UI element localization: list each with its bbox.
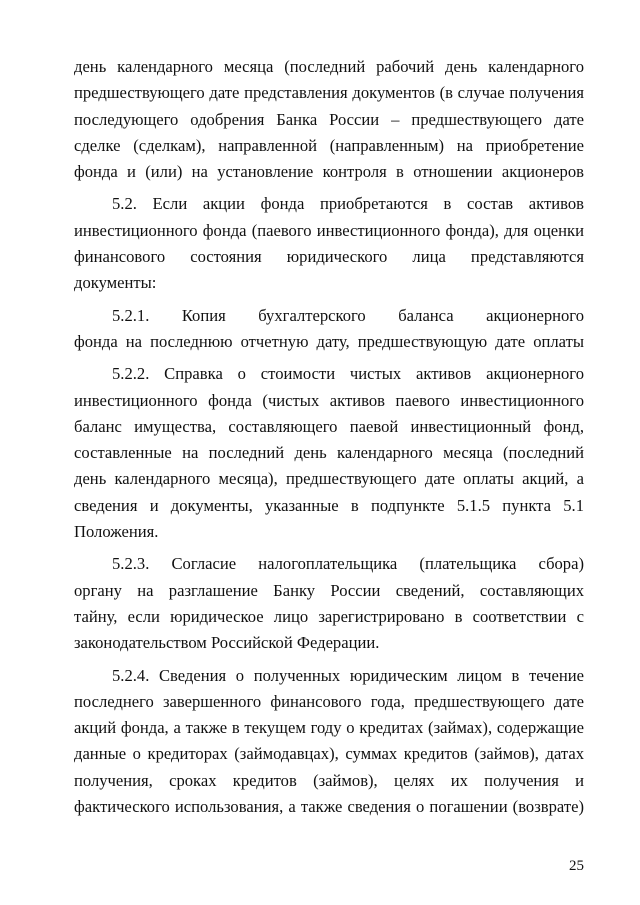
text-line: последующего одобрения Банка России – предшествующего дате — [74, 109, 584, 129]
text-line: последнего завершенного финансового года, предшествующего дате — [74, 691, 584, 711]
text-line: день календарного месяца (последний рабочий день календарного — [74, 57, 584, 76]
text-line: 5.2. Если акции фонда приобретаются в состав активов — [112, 194, 584, 214]
text-line: составленные на последний день календарного месяца (последний — [74, 443, 584, 463]
text-line: Положения. — [74, 522, 159, 542]
text-line: получения, сроках кредитов (займов), целях их получения и — [74, 770, 584, 790]
text-line: инвестиционного фонда (паевого инвестиционного фонда), для оценки — [74, 220, 584, 240]
text-line: 5.2.2. Справка о стоимости чистых активов акционерного — [112, 364, 584, 384]
text-line: баланс имущества, составляющего паевой инвестиционный фонд, — [74, 416, 584, 436]
text-line: фактического использования, а также сведения о погашении (возврате) — [74, 797, 584, 817]
paragraph-p-5-2 — [74, 191, 584, 296]
text-line: тайну, если юридическое лицо зарегистрировано в соответствии с — [74, 606, 584, 626]
text-line: фонда на последнюю отчетную дату, предшествующую дате оплаты — [74, 331, 584, 351]
text-line: день календарного месяца), предшествующего дате оплаты акций, а — [74, 469, 584, 489]
text-line: 5.2.4. Сведения о полученных юридическим лицом в течение — [112, 665, 584, 685]
text-line: финансового состояния юридического лица представляются — [74, 247, 584, 267]
text-line: документы: — [74, 273, 157, 293]
text-line: органу на разглашение Банку России сведений, составляющих — [74, 580, 584, 600]
text-line: акций фонда, а также в текущем году о кредитах (займах), содержащие — [74, 718, 584, 738]
page-number: 25 — [569, 858, 584, 874]
document-page — [74, 54, 584, 826]
paragraph-p-5-2-4 — [74, 663, 584, 821]
text-line: 5.2.3. Согласие налогоплательщика (плательщика сбора) — [112, 554, 584, 574]
text-line: 5.2.1. Копия бухгалтерского баланса акционерного — [112, 305, 584, 325]
text-line: инвестиционного фонда (чистых активов паевого инвестиционного — [74, 390, 584, 410]
text-line: данные о кредиторах (займодавцах), суммах кредитов (займов), датах — [74, 744, 584, 764]
text-line: законодательством Российской Федерации. — [74, 633, 380, 653]
text-line: сведения и документы, указанные в подпункте 5.1.5 пункта 5.1 — [74, 495, 584, 515]
paragraph-p-5-2-1 — [74, 303, 584, 356]
paragraph-p-5-2-3 — [74, 551, 584, 656]
text-line: сделке (сделкам), направленной (направленным) на приобретение — [74, 135, 584, 155]
paragraph-p-5-2-2 — [74, 361, 584, 545]
paragraph-p-continuation — [74, 54, 584, 185]
text-line: фонда и (или) на установление контроля в отношении акционеров — [74, 162, 584, 182]
text-line: предшествующего дате представления документов (в случае получения — [74, 83, 584, 103]
